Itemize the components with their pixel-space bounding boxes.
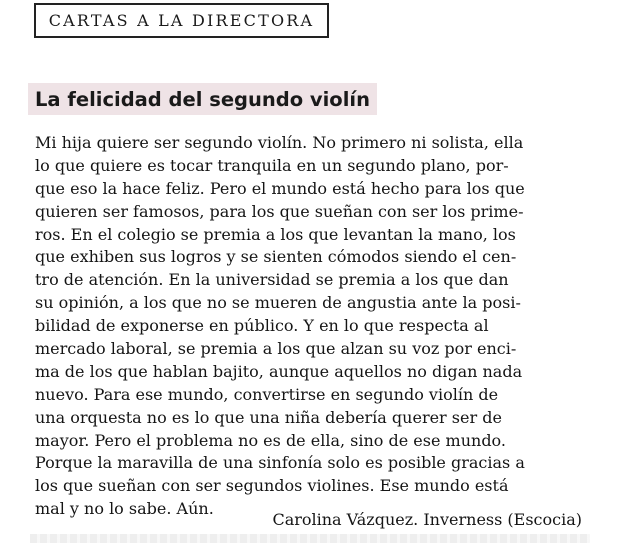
body-line: Mi hija quiere ser segundo violín. No primero ni solista, ella xyxy=(35,133,524,152)
body-line: mal y no lo sabe. Aún. xyxy=(35,499,214,519)
body-line: ros. En el colegio se premia a los que levantan la mano, los xyxy=(35,224,516,244)
body-line: quieren ser famosos, para los que sueñan con ser los prime- xyxy=(35,201,524,221)
section-header-box xyxy=(34,3,329,38)
letter-signature: Carolina Vázquez. Inverness (Escocia) xyxy=(272,510,582,529)
body-line: ma de los que hablan bajito, aunque aquellos no digan nada xyxy=(35,361,523,381)
body-line: que exhiben sus logros y se sienten cómodos siendo el cen- xyxy=(35,247,517,267)
body-line: los que sueñan con ser segundos violines. Ese mundo está xyxy=(35,476,509,496)
headline-band xyxy=(28,83,377,115)
body-line: mayor. Pero el problema no es de ella, sino de ese mundo. xyxy=(35,430,506,450)
body-line: una orquesta no es lo que una niña debería querer ser de xyxy=(35,407,502,427)
body-line: mercado laboral, se premia a los que alzan su voz por enci- xyxy=(35,339,517,359)
body-line: lo que quiere es tocar tranquila en un segundo plano, por- xyxy=(35,155,509,175)
section-label: CARTAS A LA DIRECTORA xyxy=(48,11,315,30)
body-line: su opinión, a los que no se mueren de angustia ante la posi- xyxy=(35,293,521,313)
bleed-text-shadow xyxy=(30,534,590,543)
letter-body xyxy=(35,132,595,521)
next-article-bleed xyxy=(30,532,590,544)
letter-title: La felicidad del segundo violín xyxy=(35,87,370,111)
body-line: nuevo. Para ese mundo, convertirse en segundo violín de xyxy=(35,384,499,404)
body-line: Porque la maravilla de una sinfonía solo es posible gracias a xyxy=(35,453,525,473)
body-line: tro de atención. En la universidad se premia a los que dan xyxy=(35,270,509,290)
body-line: bilidad de exponerse en público. Y en lo que respecta al xyxy=(35,316,489,336)
body-line: que eso la hace feliz. Pero el mundo está hecho para los que xyxy=(35,178,525,198)
